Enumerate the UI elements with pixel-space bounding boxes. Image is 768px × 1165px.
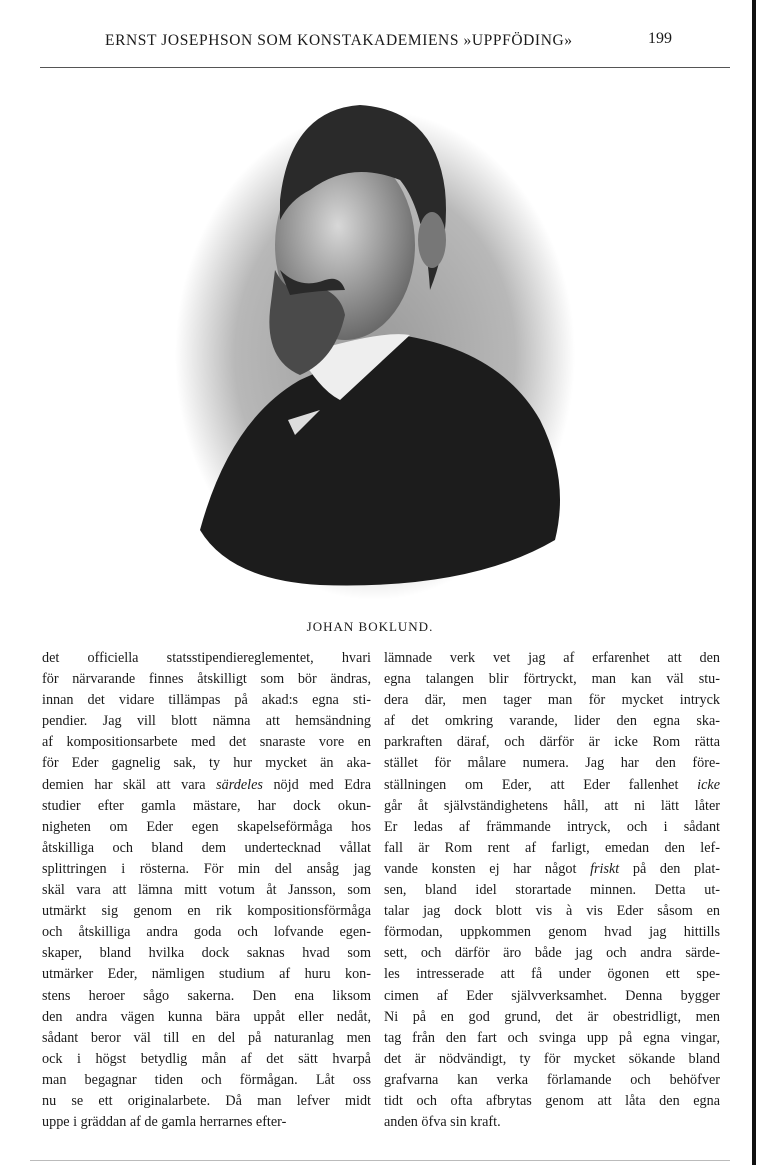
text-line: uppe i gräddan af de gamla herrarnes efter-	[42, 1114, 287, 1131]
text-line: cimen af Eder självverksamhet. Denna bygger	[384, 987, 720, 1004]
text-line: för närvarande finnes åtskilligt som bör ändras,	[42, 671, 371, 688]
scan-margin	[756, 0, 768, 1165]
text-line: sett, och därför äro både jag och andra särde-	[384, 945, 720, 962]
text-line: det är nödvändigt, ty för mycket sökande bland	[384, 1050, 720, 1067]
text-line: af det omkring varande, lider den egna ska-	[384, 713, 720, 730]
text-line: pendier. Jag vill blott nämna att hemsändning	[42, 713, 371, 730]
text-line: studier efter gamla mästare, har dock okun-	[42, 797, 371, 814]
text-line: egna talangen blir förtryckt, man kan väl stu-	[384, 671, 720, 688]
text-line: nu se ett originalarbete. Då man lefver midt	[42, 1092, 371, 1109]
text-line: les intresserade att få under ögonen ett spe-	[384, 966, 720, 983]
header-rule	[40, 67, 730, 68]
text-line: ock i högst betydlig mån af det sätt hvarpå	[42, 1050, 371, 1067]
text-line: tag från den fart och svinga upp på egna vingar,	[384, 1029, 720, 1046]
text-line: utmärker Eder, nämligen studium af huru kon-	[42, 966, 371, 983]
text-line: sådant beror väl till en del på naturanlag men	[42, 1029, 371, 1046]
text-line: tidt och ofta afbrytas genom att låta den egna	[384, 1092, 720, 1109]
text-line: åtskilliga och bland dem undertecknad vållat	[42, 839, 371, 856]
page-number: 199	[648, 30, 672, 47]
text-line: och åtskilliga andra goda och lofvande egen-	[42, 924, 371, 941]
text-line: nigheten om Eder egen skapelseförmåga hos	[42, 818, 371, 835]
bottom-scan-line	[30, 1160, 730, 1161]
text-line: skaper, bland hvilka dock saknas hvad som	[42, 945, 371, 962]
text-line: det officiella statsstipendiereglementet, hvari	[42, 650, 371, 666]
text-line: man begagnar tiden och förmågan. Låt oss	[42, 1071, 371, 1088]
text-line: af kompositionsarbete med det snaraste vore en	[42, 734, 371, 751]
text-line: stens heroer sågo sakerna. Den ena liksom	[42, 987, 371, 1004]
left-column	[42, 648, 371, 1133]
text-line: splittringen i rösterna. För min del ansåg jag	[42, 860, 371, 877]
text-line: anden öfva sin kraft.	[384, 1114, 501, 1131]
text-line: för Eder gagnelig sak, ty hur mycket än aka-	[42, 755, 371, 772]
text-line: talar jag dock blott vis à vis Eder såsom en	[384, 903, 720, 920]
text-line: Ni på en god grund, det är obestridligt, men	[384, 1008, 720, 1025]
text-line: grafvarna kan verka förlamande och behöfver	[384, 1071, 720, 1088]
text-line: sen, bland idel storartade minnen. Detta ut-	[384, 882, 720, 899]
text-line: utmärkt sig genom en rik kompositionsförmåga	[42, 903, 371, 920]
figure-caption: JOHAN BOKLUND.	[306, 619, 434, 634]
text-line: den andra vägen kunna bära uppåt eller nedåt,	[42, 1008, 371, 1025]
text-line: stället för målare numera. Jag har den före-	[384, 755, 720, 772]
text-line: ställningen om Eder, att Eder fallenhet icke	[384, 776, 720, 793]
text-line: innan det vidare tillämpas på akad:s egna sti-	[42, 692, 371, 709]
running-title: ERNST JOSEPHSON SOM KONSTAKADEMIENS »UPPFÖDING»	[105, 32, 573, 49]
text-line: dera där, men tager man för mycket intryck	[384, 692, 720, 709]
text-line: demien har skäl att vara särdeles nöjd med Edra	[42, 776, 371, 793]
text-line: parkraften däraf, och därför är icke Rom rätta	[384, 734, 720, 751]
text-line: lämnade verk vet jag af erfarenhet att den	[384, 650, 720, 666]
text-line: går åt självständighetens håll, att ni lätt låter	[384, 797, 720, 814]
text-line: skäl vara att lämna mitt votum åt Jansson, som	[42, 882, 371, 899]
right-column	[384, 648, 720, 1133]
text-line: vande konsten ej har något friskt på den plat-	[384, 860, 721, 877]
portrait-engraving	[170, 90, 590, 600]
text-line: Er ledas af främmande intryck, och i sådant	[384, 818, 720, 835]
text-line: förmodan, uppkommen genom hvad jag hittills	[384, 924, 720, 941]
text-line: fall är Rom rent af farligt, emedan den lef-	[384, 839, 720, 856]
